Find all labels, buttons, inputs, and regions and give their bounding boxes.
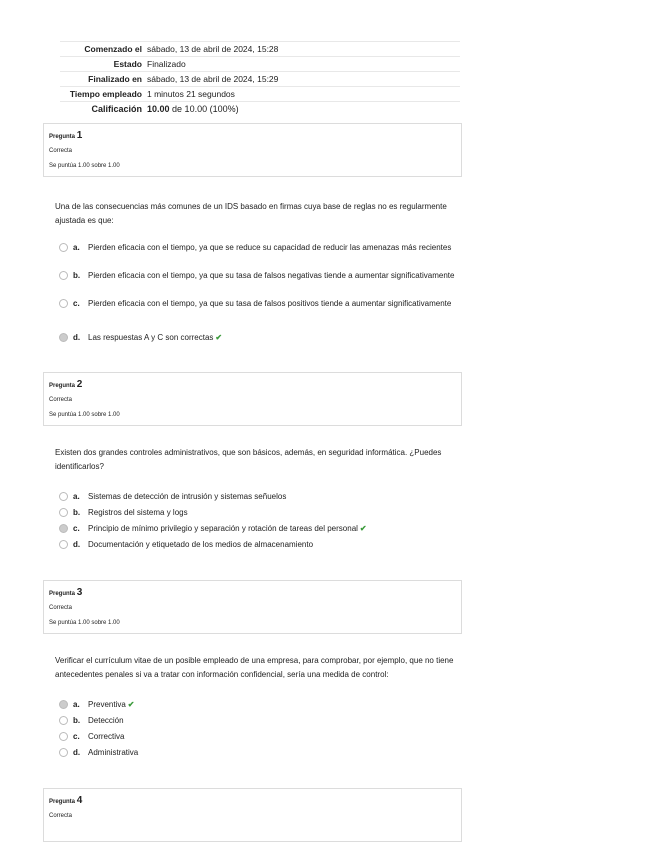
radio-button[interactable] (59, 299, 68, 308)
question-text: Existen dos grandes controles administrativos, que son básicos, además, en seguridad informática. ¿Puedes identificarlos? (55, 448, 442, 471)
summary-label: Estado (113, 59, 142, 69)
grade-value: 10.00 (147, 104, 170, 114)
option-text (88, 269, 468, 282)
radio-button[interactable] (59, 700, 68, 709)
radio-button[interactable] (59, 524, 68, 533)
radio-button[interactable] (59, 716, 68, 725)
radio-button[interactable] (59, 732, 68, 741)
question-text: Verificar el currículum vitae de un posible empleado de una empresa, para comprobar, por ejemplo, que no tiene antecedentes penales si va a tratar con información confidencial, sería una medida de control: (55, 656, 454, 679)
option-letter: c. (73, 299, 80, 308)
option-label: Pierden eficacia con el tiempo, ya que su tasa de falsos positivos tiende a aumentar significativamente (88, 299, 452, 308)
summary-label: Finalizado en (88, 74, 142, 84)
radio-button[interactable] (59, 540, 68, 549)
question-state: Correcta (49, 148, 73, 154)
question-state: Correcta (49, 605, 73, 611)
summary-value: sábado, 13 de abril de 2024, 15:28 (147, 44, 279, 54)
option-label: Detección (88, 716, 124, 725)
option-text (88, 490, 468, 503)
question-state: Correcta (49, 813, 73, 819)
radio-button[interactable] (59, 333, 68, 342)
option-letter: c. (73, 732, 80, 741)
question-state: Correcta (49, 397, 73, 403)
summary-row (60, 56, 460, 72)
option-letter: c. (73, 524, 80, 533)
radio-button[interactable] (59, 243, 68, 252)
option-text (88, 714, 468, 727)
question-prefix: Pregunta (49, 383, 76, 389)
summary-value (147, 102, 239, 117)
option-letter: d. (73, 540, 81, 549)
summary-row (60, 71, 460, 87)
question-number (49, 379, 82, 390)
option-text (88, 698, 468, 711)
question-info-box (43, 123, 462, 177)
option-text (88, 331, 468, 344)
option-label: Correctiva (88, 732, 125, 741)
question-number (49, 587, 82, 598)
option-letter: d. (73, 333, 81, 342)
summary-value: Finalizado (147, 59, 186, 69)
option-letter: a. (73, 243, 80, 252)
summary-label: Comenzado el (84, 44, 142, 54)
question-mark: Se puntúa 1.00 sobre 1.00 (49, 163, 120, 169)
summary-value: 1 minutos 21 segundos (147, 89, 235, 99)
option-letter: a. (73, 700, 80, 709)
option-label: Las respuestas A y C son correctas (88, 333, 214, 342)
option-label: Pierden eficacia con el tiempo, ya que su tasa de falsos negativas tiende a aumentar significativamente (88, 271, 455, 280)
question-text: Una de las consecuencias más comunes de un IDS basado en firmas cuya base de reglas no es regularmente ajustada es que: (55, 202, 447, 225)
option-label: Pierden eficacia con el tiempo, ya que se reduce su capacidad de reducir las amenazas más recientes (88, 243, 452, 252)
question-prefix: Pregunta (49, 799, 76, 805)
summary-row (60, 41, 460, 57)
option-letter: b. (73, 508, 81, 517)
check-icon: ✔ (215, 333, 223, 342)
option-letter: d. (73, 748, 81, 757)
summary-label: Tiempo empleado (69, 89, 142, 99)
question-mark: Se puntúa 1.00 sobre 1.00 (49, 412, 120, 418)
summary-label: Calificación (91, 104, 142, 114)
summary-row (60, 86, 460, 102)
question-number (49, 795, 82, 806)
option-text (88, 241, 468, 254)
radio-button[interactable] (59, 492, 68, 501)
question-info-box (43, 372, 462, 426)
option-text (88, 506, 468, 519)
option-label: Administrativa (88, 748, 139, 757)
option-label: Principio de mínimo privilegio y separación y rotación de tareas del personal (88, 524, 358, 533)
option-text (88, 730, 468, 743)
radio-button[interactable] (59, 508, 68, 517)
option-text (88, 522, 468, 535)
summary-row (60, 101, 460, 117)
question-prefix: Pregunta (49, 134, 76, 140)
question-prefix: Pregunta (49, 591, 76, 597)
option-label: Registros del sistema y logs (88, 508, 188, 517)
question-num: 2 (76, 379, 83, 390)
question-num: 1 (76, 130, 83, 141)
option-letter: b. (73, 271, 81, 280)
option-text (88, 297, 468, 310)
option-text (88, 746, 468, 759)
option-label: Documentación y etiquetado de los medios de almacenamiento (88, 540, 314, 549)
question-num: 4 (76, 795, 83, 806)
question-info-box (43, 580, 462, 634)
option-label: Preventiva (88, 700, 126, 709)
option-letter: a. (73, 492, 80, 501)
check-icon: ✔ (359, 524, 367, 533)
option-text (88, 538, 468, 551)
check-icon: ✔ (127, 700, 135, 709)
summary-value: sábado, 13 de abril de 2024, 15:29 (147, 74, 279, 84)
option-label: Sistemas de detección de intrusión y sistemas señuelos (88, 492, 287, 501)
radio-button[interactable] (59, 748, 68, 757)
question-info-box (43, 788, 462, 842)
radio-button[interactable] (59, 271, 68, 280)
option-letter: b. (73, 716, 81, 725)
question-mark: Se puntúa 1.00 sobre 1.00 (49, 620, 120, 626)
question-number (49, 130, 82, 141)
question-num: 3 (76, 587, 83, 598)
grade-total: de 10.00 (100%) (172, 104, 239, 114)
